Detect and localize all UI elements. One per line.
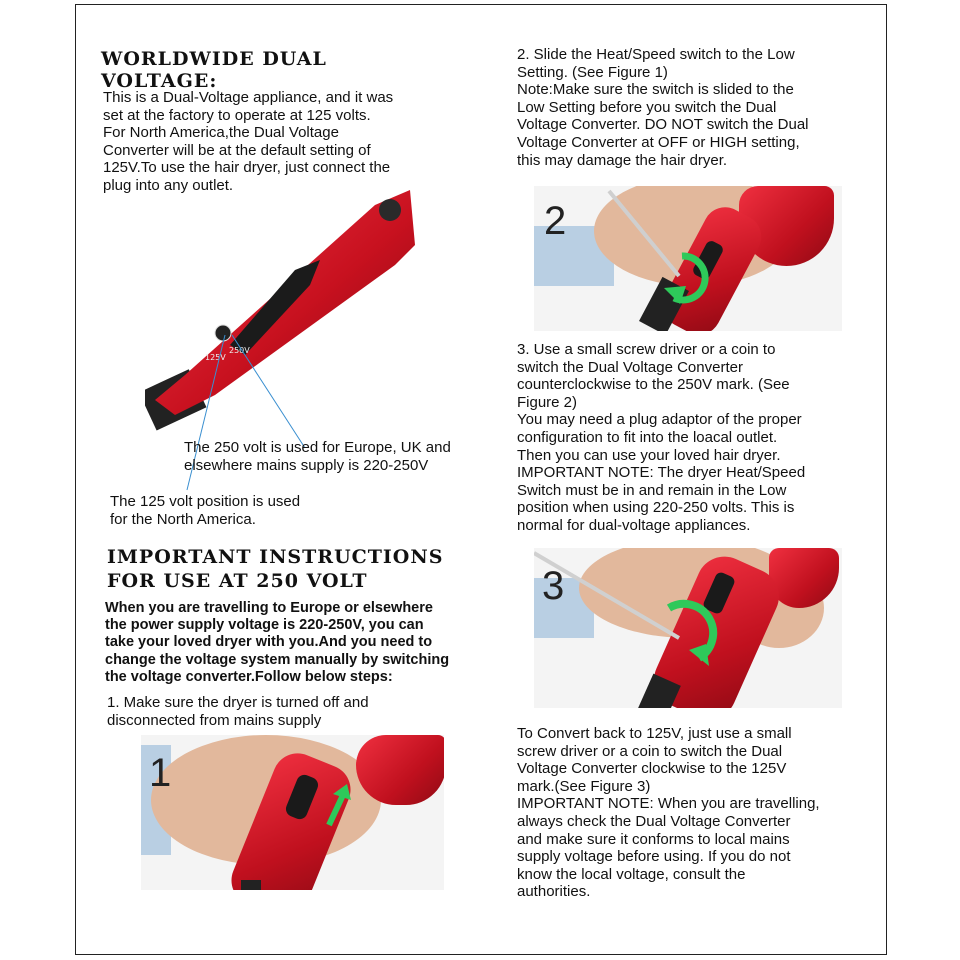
figure-2-number: 2 [544,199,567,243]
screwdriver-and-arrow-3 [534,548,764,698]
label-250v: 250V [229,346,250,355]
figure-2-photo [534,186,842,331]
figure-1-number: 1 [149,751,172,795]
step-2-text: 2. Slide the Heat/Speed switch to the Low Setting. (See Figure 1) Note:Make sure the switch is slided to the Low Setting before you switch the Dual Voltage Converter. DO NOT switch the Dual Voltage Converter at OFF or HIGH setting, this may damage the hair dryer. [517,46,809,169]
callout-line-250 [232,335,305,448]
screwdriver-and-arrow [594,186,754,326]
step-1-text: 1. Make sure the dryer is turned off and disconnected from mains supply [107,694,369,729]
travel-instructions: When you are travelling to Europe or elsewhere the power supply voltage is 220-250V, you can take your loved dryer with you.And you need to change the voltage system manually by switching the voltage converter.Follow below steps: [105,600,450,685]
important-instructions-heading: IMPORTANT INSTRUCTIONS FOR USE AT 250 VOLT [107,546,444,592]
up-arrow-icon [321,780,361,830]
figure-1-photo [141,735,444,890]
label-125v: 125V [205,353,226,362]
caption-125-volt: The 125 volt position is used for the North America. [110,493,301,528]
convert-back-text: To Convert back to 125V, just use a small screw driver or a coin to switch the Dual Voltage Converter clockwise to the 125V mark.(See Figure 3) IMPORTANT NOTE: When you are travelling, always check the Dual Voltage Converter and make sure it conforms to local mains supply voltage before using. If you do not know the local voltage, consult the authorities. [517,725,820,901]
figure-3-photo [534,548,842,708]
step-3-text: 3. Use a small screw driver or a coin to switch the Dual Voltage Converter counterclockwise to the 250V mark. (See Figure 2) You may need a plug adaptor of the proper configuration to fit into the loacal outlet. Then you can use your loved hair dryer. IMPORTANT NOTE: The dryer Heat/Speed Switch must be in and remain in the Low position when using 220-250 volts. This is normal for dual-voltage appliances. [517,341,806,534]
figure-3-number: 3 [542,564,565,608]
intro-paragraph: This is a Dual-Voltage appliance, and it was set at the factory to operate at 125 volts. For North America,the Dual Voltage Converter will be at the default setting of 125V.To use the hair dryer, just connect the plug into any outlet. [103,89,394,194]
caption-250-volt: The 250 volt is used for Europe, UK and elsewhere mains supply is 220-250V [184,439,451,474]
worldwide-heading: WORLDWIDE DUAL VOLTAGE: [101,48,327,92]
